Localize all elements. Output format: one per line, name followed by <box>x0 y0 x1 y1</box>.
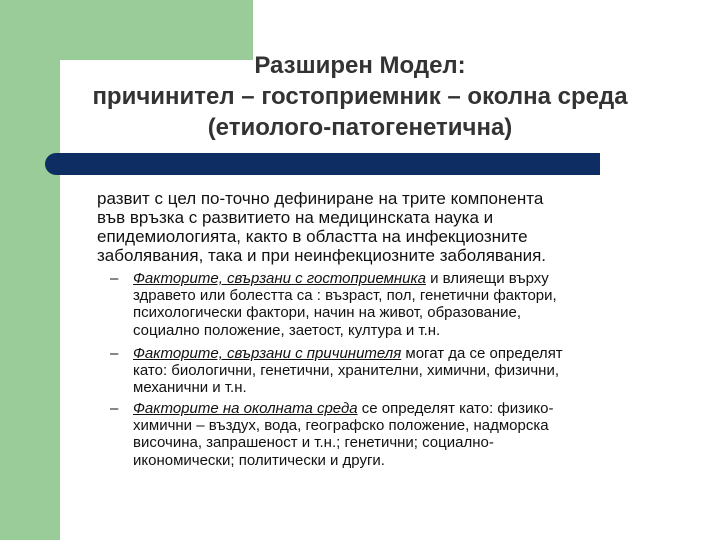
host-factors-link: Факторите, свързани с гостоприемника <box>133 270 426 287</box>
title-divider-bar <box>45 153 600 175</box>
dash-bullet: – <box>110 400 119 417</box>
host-factors-rest: и влияещи върху <box>425 270 549 287</box>
sub-line: социално положение, заетост, култура и т.н. <box>133 321 441 339</box>
sub-line: като: биологични, генетични, хранителни, химични, физични, <box>133 362 560 380</box>
main-line-2: във връзка с развитието на медицинската наука и <box>97 208 494 227</box>
title-line-3: (етиолого-патогенетична) <box>207 114 513 141</box>
sub-line: психологически фактори, начин на живот, образование, <box>133 304 522 322</box>
sub-line: здравето или болестта са : възраст, пол, генетични фактори, <box>133 287 557 305</box>
environment-factors-link: Факторите на околната среда <box>133 400 358 417</box>
sub-line: химични – въздух, вода, географско положение, надморска <box>133 417 549 435</box>
dash-bullet: – <box>110 270 119 287</box>
main-line-4: заболявания, така и при неинфекциозните заболявания. <box>97 246 547 265</box>
main-bullet-text <box>97 189 657 265</box>
sub-line: икономически; политически и други. <box>133 451 385 469</box>
title-line-2: причинител – гостоприемник – околна среда <box>92 83 628 110</box>
environment-factors-rest: се определят като: физико- <box>357 400 554 417</box>
dash-bullet: – <box>110 345 119 362</box>
main-line-3: епидемиологията, както в областта на инфекциозните <box>97 227 528 246</box>
main-line-1: развит с цел по-точно дефиниране на трите компонента <box>97 189 544 208</box>
sub-line: механични и т.н. <box>133 379 247 397</box>
title-line-1: Разширен Модел: <box>254 52 466 79</box>
slide-title <box>0 50 720 143</box>
agent-factors-rest: могат да се определят <box>401 345 563 362</box>
agent-factors-link: Факторите, свързани с причинителя <box>133 345 402 362</box>
sub-line: височина, запрашеност и т.н.; генетични; социално- <box>133 434 494 452</box>
